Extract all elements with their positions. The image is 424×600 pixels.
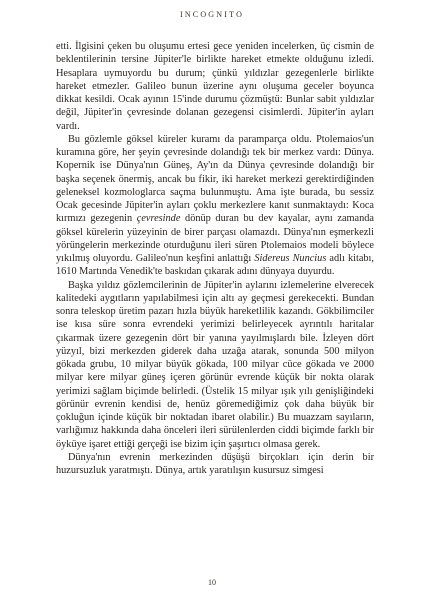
text-segment: Dünya'nın evrenin merkezinden düşüşü birçokları için derin bir huzursuzluk yaratmıştı. Dünya, artık yaratılışın kusursuz simgesi	[56, 451, 374, 476]
paragraph	[56, 133, 374, 279]
italic-segment: çevresinde	[136, 213, 181, 225]
paragraph	[56, 279, 374, 451]
text-segment: Bu gözlemle göksel küreler kuramı da paramparça oldu. Ptolemaios'un kuramına göre, her şeyin çevresinde dolandığı tek bir merkez vardı: Dünya. Kopernik ise Dünya'nın Güneş, Ay'ın da Dünya çevresinde dolandığı bir başka seçenek önermiş, ancak bu fikir, iki hareket merkezi gerektirdiğinden geleneksel kozmologlarca saçma bulunmuştu. Ama işte burada, bu sessiz Ocak gecesinde Jüpiter'in ayları çoklu merkezlere kanıt sunmaktaydı: Koca kırmızı gezegenin	[56, 133, 374, 225]
book-title-segment: Sidereus Nuncius	[254, 253, 327, 264]
body-text	[56, 40, 374, 477]
running-header: INCOGNITO	[179, 10, 245, 19]
paragraph	[56, 40, 374, 133]
text-segment: etti. İlgisini çeken bu oluşumu ertesi gece yeniden incelerken, üç cismin de beklentilerinin tersine Jüpiter'le birlikte hareket etmekte olduğunu izledi. Hesaplara uymuyordu bu durum; çünkü yıldızlar gezegenlerle birlikte hareket etmezler. Galileo bunun üzerine aynı oluşuma geceler boyunca dikkat kesildi. Ocak ayının 15'inde durumu çözmüştü: Bunlar sabit yıldızlar değil, Jüpiter'in çevresinde dolanan gezegensi cisimlerdi. Jüpiter'in ayları vardı.	[56, 41, 374, 132]
text-segment: Başka yıldız gözlemcilerinin de Jüpiter'in aylarını izlemelerine elverecek kalitedeki aygıtların yapılabilmesi için altı ay geçmesi gerekecekti. Bundan sonra teleskop üretim pazarı hızla büyük hareketlilik kazandı. Gökbilimciler ise kısa süre sonra evrendeki yerimizi belirleyecek ayrıntılı haritalar çıkarmak üzere gezegenin dört bir yanına yayılmışlardı bile. İzleyen dört yüzyıl, bizi merkezden giderek daha uzağa atarak, sonunda 500 milyon gökada grubu, 10 milyar büyük gökada, 100 milyar cüce gökada ve 2000 milyar kere milyar güneş içeren görünür evrende küçük bir nokta olarak yerimizi sağlam biçimde belirledi. (Üstelik 15 milyar ışık yılı genişliğindeki görünür evrenin kendisi de, henüz göremediğimiz çok daha büyük bir çokluğun içinde küçük bir noktadan ibaret olabilir.) Bu muazzam sayıların, varlığımız hakkında daha önceleri ileri sürülenlerden ciddi biçimde farklı bir öyküye işaret ettiği gerçeği ise bizim için şaşırtıcı olmasa gerek.	[56, 279, 374, 450]
text-segment: dönüp duran bu dev kayalar, aynı zamanda göksel kürelerin yüzeyinin de birer parçası olamazdı. Dünya'nın eşmerkezli yörüngelerin merkezinde oturduğunu ileri süren Ptolemaios modeli böylece yıkılmış oluyordu. Galileo'nun keşfini anlattığı	[56, 213, 374, 264]
page-number: 10	[208, 578, 216, 587]
text-segment: adlı kitabı, 1610 Martında Venedik'te baskıdan çıkarak adını dünyaya duyurdu.	[56, 253, 374, 278]
paragraph	[56, 451, 374, 478]
